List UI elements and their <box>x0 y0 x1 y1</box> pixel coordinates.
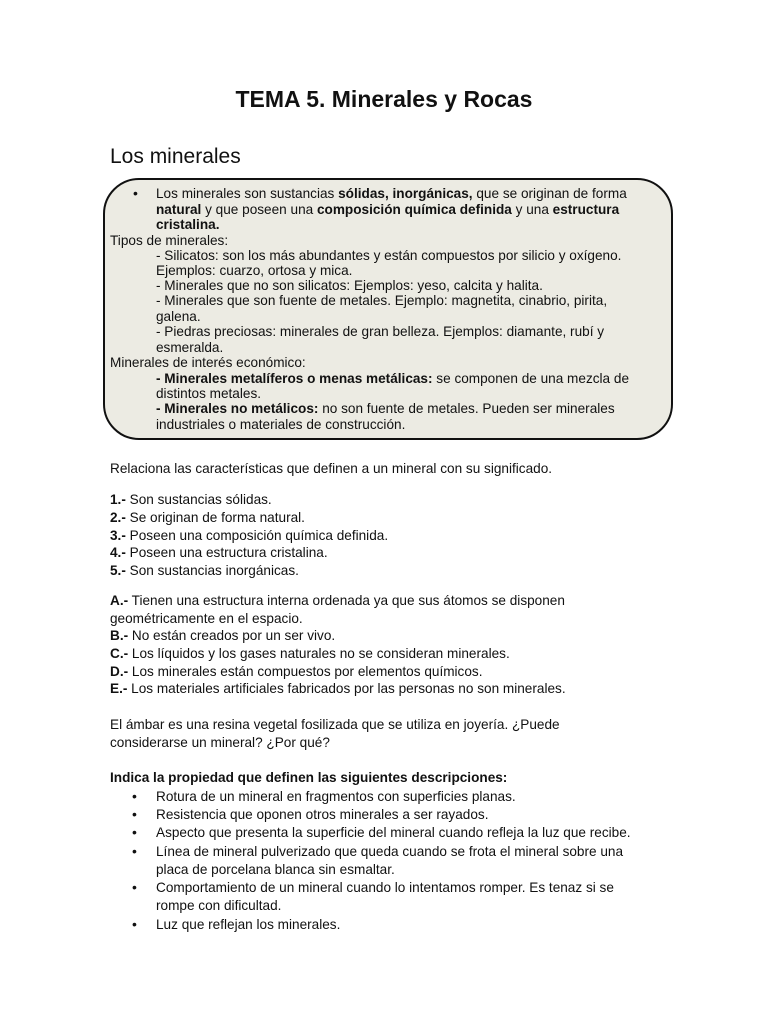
bullet-icon: • <box>132 879 137 895</box>
lettered-item-cont: geométricamente en el espacio. <box>110 611 303 626</box>
intro-line-2: natural y que poseen una composición química definida y una estructura <box>156 202 620 217</box>
numbered-item: 1.- Son sustancias sólidas. <box>110 492 272 507</box>
indica-heading: Indica la propiedad que definen las siguientes descripciones: <box>110 770 508 785</box>
indica-item: Luz que reflejan los minerales. <box>156 917 341 932</box>
intro-line-3: cristalina. <box>156 217 220 232</box>
bullet-icon: • <box>132 843 137 859</box>
numbered-item: 4.- Poseen una estructura cristalina. <box>110 545 328 560</box>
bullet-icon: • <box>132 824 137 840</box>
tipos-heading: Tipos de minerales: <box>110 233 229 248</box>
tipos-line: - Minerales que son fuente de metales. Ejemplo: magnetita, cinabrio, pirita, <box>156 293 608 308</box>
tipos-line: esmeralda. <box>156 340 224 355</box>
section-title: Los minerales <box>110 145 241 168</box>
tipos-line: galena. <box>156 309 201 324</box>
indica-item: Línea de mineral pulverizado que queda cuando se frota el mineral sobre una <box>156 844 624 859</box>
numbered-item: 2.- Se originan de forma natural. <box>110 510 305 525</box>
numbered-item: 3.- Poseen una composición química definida. <box>110 528 389 543</box>
tipos-line: - Piedras preciosas: minerales de gran belleza. Ejemplos: diamante, rubí y <box>156 324 605 339</box>
indica-item: Rotura de un mineral en fragmentos con superficies planas. <box>156 789 516 804</box>
lettered-item: C.- Los líquidos y los gases naturales no se consideran minerales. <box>110 646 510 661</box>
page-title: TEMA 5. Minerales y Rocas <box>235 86 533 112</box>
indica-item-cont: placa de porcelana blanca sin esmaltar. <box>156 862 395 877</box>
bullet-icon: • <box>132 806 137 822</box>
indica-item: Resistencia que oponen otros minerales a ser rayados. <box>156 807 489 822</box>
lettered-item: D.- Los minerales están compuestos por elementos químicos. <box>110 664 483 679</box>
no-metalicos-line: - Minerales no metálicos: no son fuente de metales. Pueden ser minerales <box>156 401 615 416</box>
tipos-line: Ejemplos: cuarzo, ortosa y mica. <box>156 263 353 278</box>
numbered-item: 5.- Son sustancias inorgánicas. <box>110 563 299 578</box>
ambar-question-cont: considerarse un mineral? ¿Por qué? <box>110 735 330 750</box>
tipos-line: - Silicatos: son los más abundantes y están compuestos por silicio y oxígeno. <box>156 248 622 263</box>
lettered-item: B.- No están creados por un ser vivo. <box>110 628 336 643</box>
metaliferos-cont: distintos metales. <box>156 386 262 401</box>
tipos-line: - Minerales que no son silicatos: Ejemplos: yeso, calcita y halita. <box>156 278 543 293</box>
interes-heading: Minerales de interés económico: <box>110 355 306 370</box>
indica-item-cont: rompe con dificultad. <box>156 898 282 913</box>
intro-line-1: Los minerales son sustancias sólidas, inorgánicas, que se originan de forma <box>156 186 627 201</box>
indica-item: Aspecto que presenta la superficie del mineral cuando refleja la luz que recibe. <box>156 825 631 840</box>
metaliferos-line: - Minerales metalíferos o menas metálicas: se componen de una mezcla de <box>156 371 630 386</box>
indica-item: Comportamiento de un mineral cuando lo intentamos romper. Es tenaz si se <box>156 880 614 895</box>
relaciona-text: Relaciona las características que definen a un mineral con su significado. <box>110 461 553 476</box>
lettered-item: A.- Tienen una estructura interna ordenada ya que sus átomos se disponen <box>110 593 565 608</box>
bullet-icon: • <box>132 916 137 932</box>
bullet-icon: • <box>133 185 138 201</box>
lettered-item: E.- Los materiales artificiales fabricados por las personas no son minerales. <box>110 681 566 696</box>
bullet-icon: • <box>132 788 137 804</box>
no-metalicos-cont: industriales o materiales de construcción. <box>156 417 406 432</box>
ambar-question: El ámbar es una resina vegetal fosilizada que se utiliza en joyería. ¿Puede <box>110 717 560 732</box>
